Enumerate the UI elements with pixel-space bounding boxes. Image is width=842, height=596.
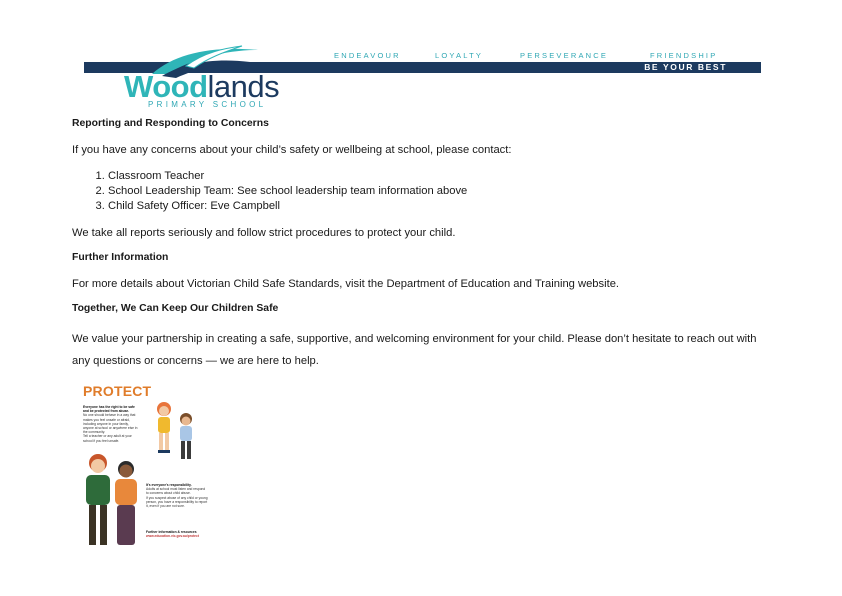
list-item: 2. School Leadership Team: See school leadership team information above xyxy=(108,184,762,199)
reporting-closing: We take all reports seriously and follow strict procedures to protect your child. xyxy=(72,227,456,239)
children-illustration-icon xyxy=(150,399,200,471)
list-item: 3. Child Safety Officer: Eve Campbell xyxy=(108,199,762,214)
poster-link: www.education.vic.gov.au/protect xyxy=(146,534,199,539)
value-loyalty: LOYALTY xyxy=(435,51,484,60)
poster-block-resources xyxy=(146,530,210,538)
adults-illustration-icon xyxy=(82,451,146,549)
logo-word-bold: Wood xyxy=(124,69,208,104)
together-body: We value your partnership in creating a safe, supportive, and welcoming environment for your child. Please don’t hesitate to reach out with any questions or concerns — we are here to help. xyxy=(72,333,757,367)
poster-block-heading: Everyone has the right to be safe and be protected from abuse. xyxy=(83,405,135,414)
together-heading: Together, We Can Keep Our Children Safe xyxy=(72,303,279,314)
reporting-intro: If you have any concerns about your child’s safety or wellbeing at school, please contact: xyxy=(72,144,512,156)
motto: BE YOUR BEST xyxy=(644,62,727,72)
poster-block-responsibility xyxy=(146,483,208,508)
poster-block-heading: It's everyone's responsibility. xyxy=(146,483,192,487)
poster-block-heading: Further information & resources xyxy=(146,530,197,534)
further-heading: Further Information xyxy=(72,252,169,263)
poster-title: PROTECT xyxy=(83,383,152,399)
poster-block-rights xyxy=(83,405,139,443)
poster-block-text: No one should behave in a way that makes you feel unsafe or afraid, including anyone in your family, anyone at school or anywhere else in the community. xyxy=(83,413,138,435)
poster-block-text: Adults at school must listen and respond to concerns about child abuse. xyxy=(146,487,206,496)
reporting-heading: Reporting and Responding to Concerns xyxy=(72,118,269,129)
logo-word-light: lands xyxy=(207,69,280,104)
school-logo xyxy=(118,44,318,110)
value-perseverance: PERSEVERANCE xyxy=(520,51,609,60)
contact-list xyxy=(72,169,762,214)
poster-block-text: If you suspect abuse of any child or young person, you have a responsibility to report it, even if you are not sure. xyxy=(146,495,208,509)
protect-poster xyxy=(80,381,212,549)
list-item: 1. Classroom Teacher xyxy=(108,169,762,184)
logo-wordmark xyxy=(124,71,279,102)
poster-block-text: Tell a teacher or any adult at your school if you feel unsafe. xyxy=(83,434,132,443)
further-body: For more details about Victorian Child Safe Standards, visit the Department of Education and Training website. xyxy=(72,278,620,290)
document-body xyxy=(72,117,762,372)
logo-subtitle: PRIMARY SCHOOL xyxy=(148,100,267,109)
value-friendship: FRIENDSHIP xyxy=(650,51,718,60)
value-endeavour: ENDEAVOUR xyxy=(334,51,401,60)
